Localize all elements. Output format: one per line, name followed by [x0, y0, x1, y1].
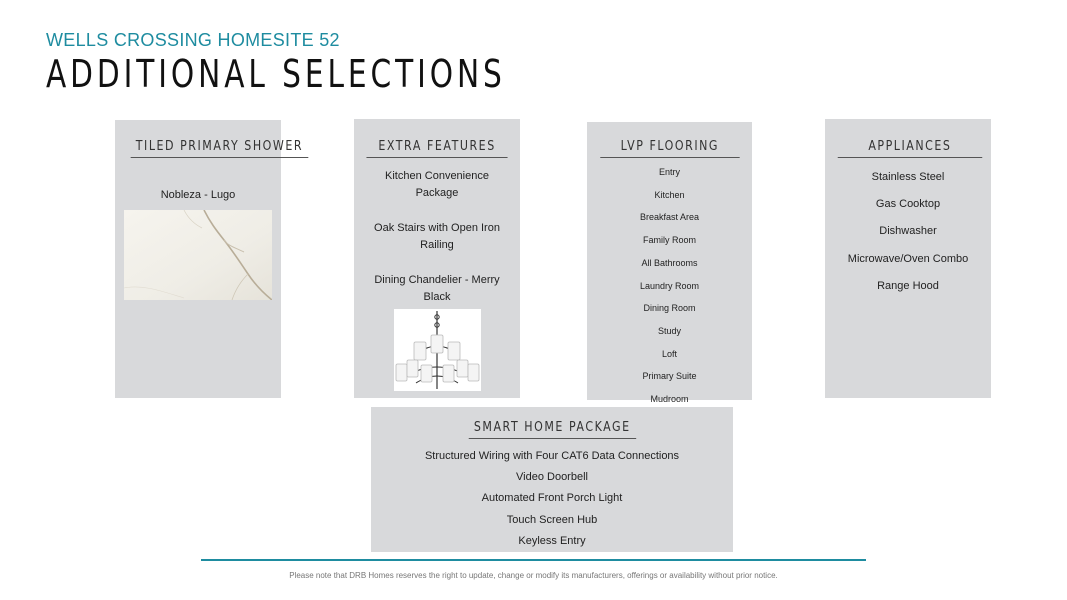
footer-divider [201, 559, 866, 561]
lvp-room-item: Study [657, 325, 681, 336]
appliance-item: Microwave/Oven Combo [847, 252, 969, 265]
appliance-item: Dishwasher [879, 225, 937, 238]
homesite-subtitle: WELLS CROSSING HOMESITE 52 [46, 30, 340, 50]
shower-tile-selection: Nobleza - Lugo [160, 189, 236, 201]
card-title [371, 420, 733, 439]
page-title: ADDITIONAL SELECTIONS [46, 52, 506, 96]
extra-feature-item: Dining Chandelier - Merry Black [374, 274, 500, 303]
smart-home-item: Video Doorbell [516, 471, 588, 484]
extra-feature-item: Kitchen Convenience Package [385, 170, 489, 199]
extra-feature-item: Oak Stairs with Open Iron Railing [374, 222, 500, 251]
card-title [825, 139, 991, 158]
chandelier-image [394, 309, 481, 391]
card-title-label: LVP FLOORING [600, 139, 739, 158]
card-title-label: EXTRA FEATURES [366, 139, 507, 158]
lvp-room-item: Primary Suite [642, 371, 697, 382]
lvp-room-list [587, 161, 752, 411]
card-title [587, 139, 752, 158]
lvp-room-item: Breakfast Area [639, 212, 700, 223]
lvp-room-item: Family Room [642, 235, 696, 246]
smart-home-item: Touch Screen Hub [506, 513, 598, 526]
lvp-room-item: All Bathrooms [641, 257, 698, 268]
smart-home-item: Structured Wiring with Four CAT6 Data Connections [424, 450, 680, 462]
lvp-room-item: Mudroom [650, 394, 689, 405]
card-title-label: APPLIANCES [838, 139, 982, 158]
lvp-room-item: Loft [661, 348, 677, 359]
appliance-list [825, 164, 991, 300]
card-extra-features [354, 119, 520, 398]
card-lvp-flooring [587, 122, 752, 405]
card-title-label: SMART HOME PACKAGE [468, 420, 635, 439]
appliance-item: Gas Cooktop [875, 198, 941, 211]
card-appliances [825, 119, 991, 398]
lvp-room-item: Kitchen [654, 189, 685, 200]
card-smart-home-package [371, 407, 733, 552]
appliance-item: Range Hood [877, 279, 939, 292]
lvp-room-item: Entry [658, 167, 680, 177]
card-title [354, 139, 520, 158]
lvp-room-item: Dining Room [643, 303, 696, 314]
marble-tile-image [124, 210, 272, 300]
appliance-item: Stainless Steel [871, 171, 945, 183]
smart-home-list [371, 446, 733, 552]
smart-home-item: Automated Front Porch Light [481, 492, 623, 505]
lvp-room-item: Laundry Room [639, 280, 700, 291]
disclaimer-note: Please note that DRB Homes reserves the right to update, change or modify its manufacturers, offerings or availability without prior notice. [289, 571, 778, 580]
card-title [115, 139, 304, 158]
smart-home-item: Keyless Entry [518, 534, 586, 547]
card-title-label: TILED PRIMARY SHOWER [131, 139, 309, 158]
card-tiled-primary-shower [115, 120, 304, 398]
